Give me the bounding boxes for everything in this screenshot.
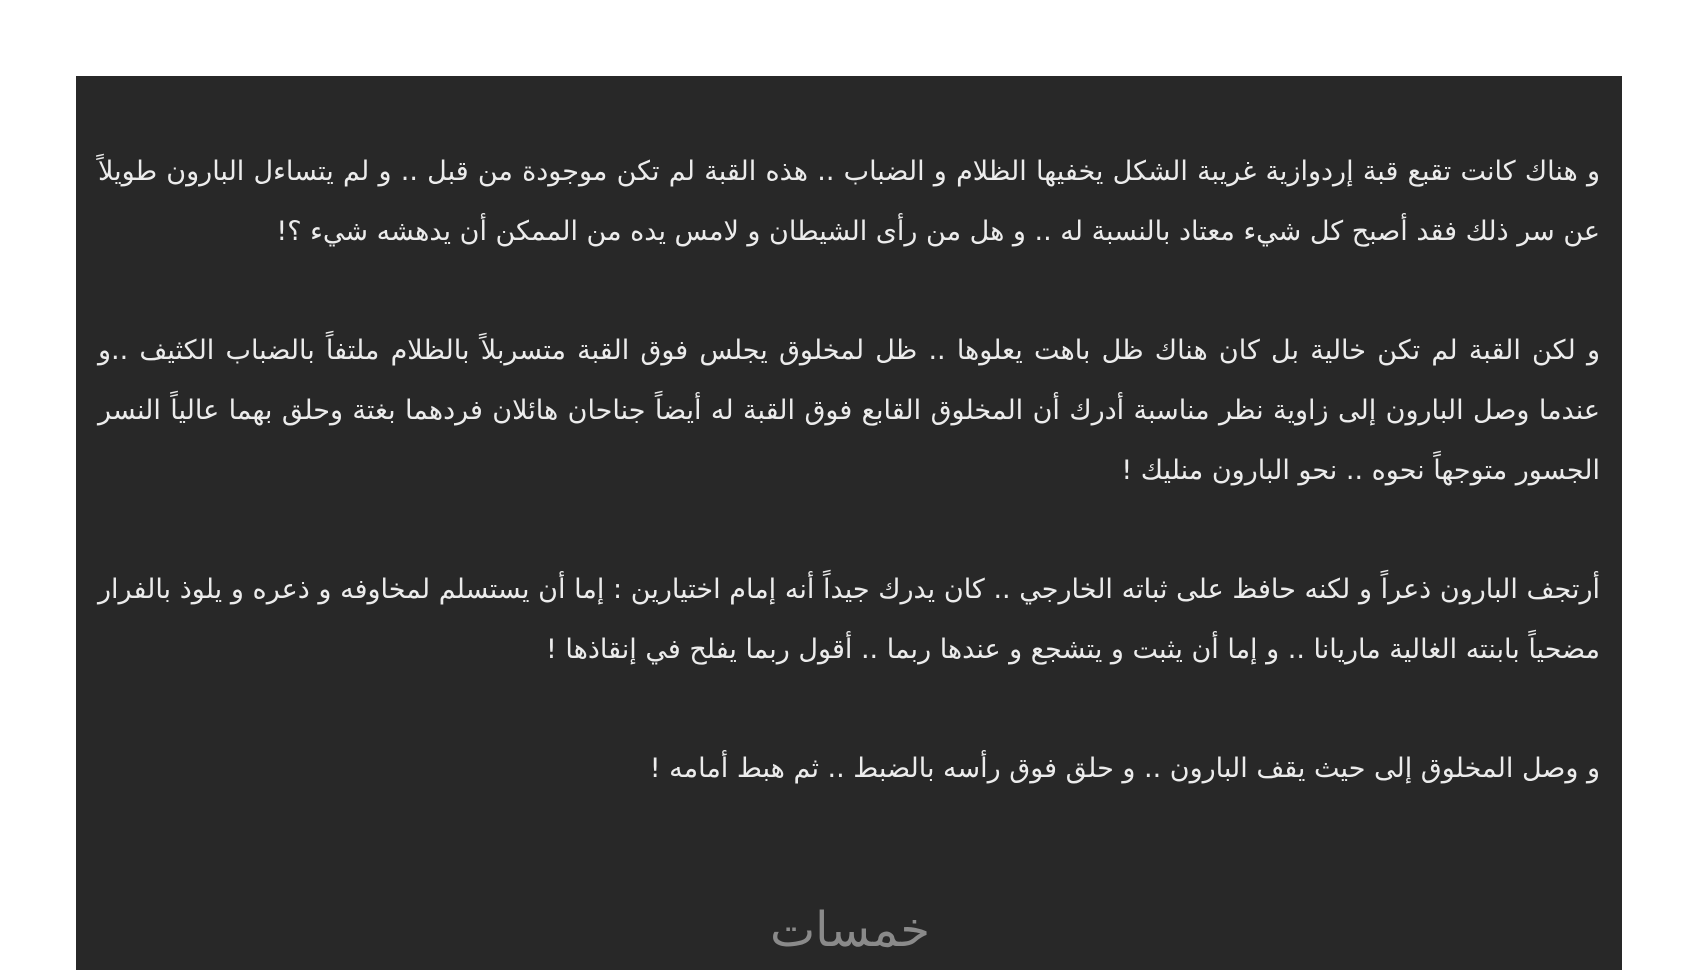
story-paragraph-3: أرتجف البارون ذعراً و لكنه حافظ على ثباته الخارجي .. كان يدرك جيداً أنه إمام اختيارين : إما أن يستسلم لمخاوفه و ذعره و يلوذ بالفرار مضحياً بابنته الغالية ماريانا .. و إما أن يثبت و يتشجع و عندها ربما .. أقول ربما يفلح في إنقاذها !	[98, 574, 1600, 665]
story-paragraph-2: و لكن القبة لم تكن خالية بل كان هناك ظل باهت يعلوها .. ظل لمخلوق يجلس فوق القبة متسربلاً بالظلام ملتفاً بالضباب الكثيف ..و عندما وصل البارون إلى زاوية نظر مناسبة أدرك أن المخلوق القابع فوق القبة له أيضاً جناحان هائلان فردهما بغتة وحلق بهما عالياً النسر الجسور متوجهاً نحوه .. نحو البارون منليك !	[98, 335, 1600, 486]
khamsat-watermark-logo: خمسات	[769, 902, 931, 958]
story-panel	[76, 76, 1622, 970]
story-paragraph-1: و هناك كانت تقبع قبة إردوازية غريبة الشكل يخفيها الظلام و الضباب .. هذه القبة لم تكن موجودة من قبل .. و لم يتساءل البارون طويلاً عن سر ذلك فقد أصبح كل شيء معتاد بالنسبة له .. و هل من رأى الشيطان و لامس يده من الممكن أن يدهشه شيء ؟!	[98, 156, 1600, 247]
story-paragraph-4: و وصل المخلوق إلى حيث يقف البارون .. و حلق فوق رأسه بالضبط .. ثم هبط أمامه !	[649, 753, 1600, 784]
